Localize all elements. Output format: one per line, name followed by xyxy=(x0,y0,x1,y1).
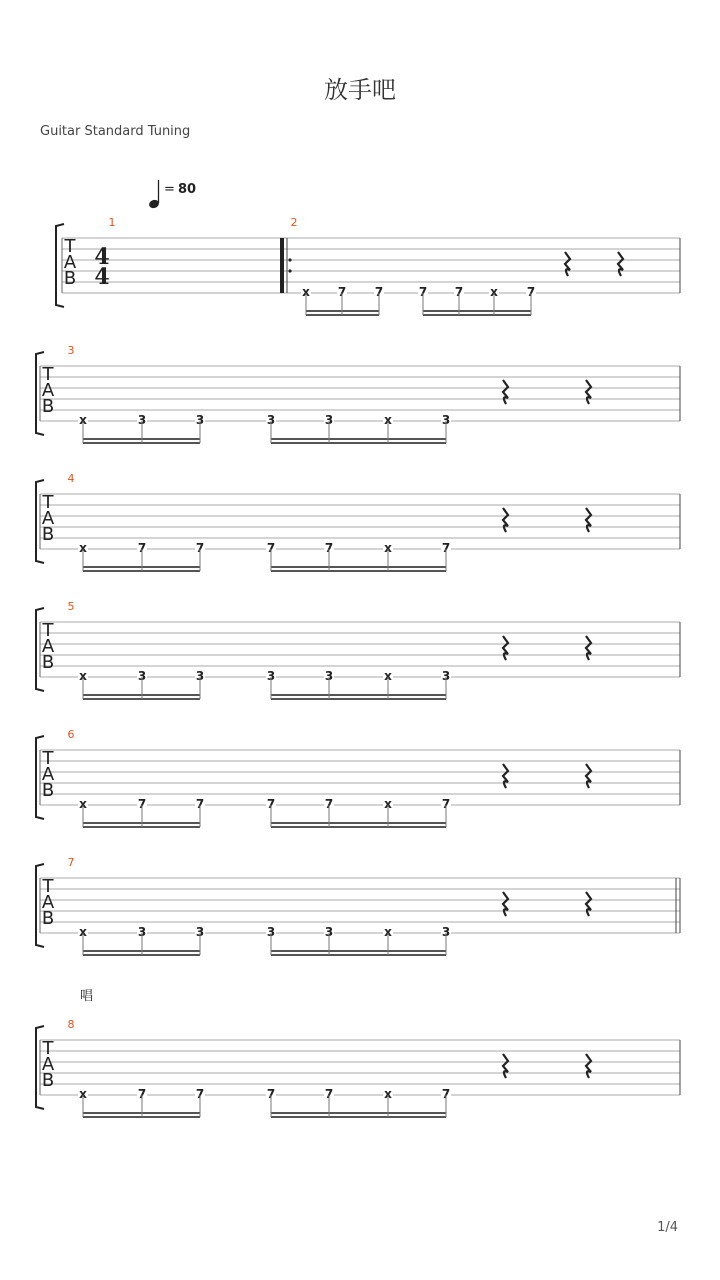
quarter-rest-icon xyxy=(503,764,508,788)
fret-number: x xyxy=(302,285,310,299)
fret-number: 7 xyxy=(137,1087,147,1101)
quarter-rest-icon xyxy=(565,252,570,276)
fret-number: 7 xyxy=(137,541,147,555)
fret-number: x xyxy=(79,413,87,427)
fret-number: 7 xyxy=(324,797,334,811)
tab-label-letter: T xyxy=(42,364,54,385)
section-text: 唱 xyxy=(80,989,94,1004)
fret-number: 7 xyxy=(266,797,276,811)
quarter-rest-icon xyxy=(503,636,508,660)
fret-number: x xyxy=(384,925,392,939)
quarter-rest-icon xyxy=(586,764,591,788)
fret-number: 7 xyxy=(195,1087,205,1101)
measure-number: 8 xyxy=(67,1018,75,1031)
tab-label-letter: T xyxy=(42,492,54,513)
fret-number: 7 xyxy=(441,797,451,811)
time-signature-top: 4 xyxy=(94,244,110,270)
system-bracket xyxy=(56,224,64,307)
fret-number: 3 xyxy=(195,925,205,939)
fret-number: 3 xyxy=(266,413,276,427)
fret-number: 3 xyxy=(441,669,451,683)
fret-number: x xyxy=(490,285,498,299)
repeat-dot xyxy=(288,258,291,261)
fret-number: 3 xyxy=(324,669,334,683)
fret-number: 7 xyxy=(418,285,428,299)
tab-label-letter: B xyxy=(41,524,55,545)
fret-number: 7 xyxy=(441,541,451,555)
fret-number: x xyxy=(79,541,87,555)
fret-number: x xyxy=(384,541,392,555)
tab-label-letter: B xyxy=(41,908,55,929)
fret-number: 7 xyxy=(324,541,334,555)
quarter-rest-icon xyxy=(586,508,591,532)
song-title: 放手吧 xyxy=(324,76,396,104)
fret-number: x xyxy=(79,669,87,683)
quarter-rest-icon xyxy=(586,892,591,916)
tab-label-letter: T xyxy=(42,748,54,769)
quarter-rest-icon xyxy=(503,892,508,916)
tab-label-letter: A xyxy=(41,1054,55,1075)
repeat-dot xyxy=(288,269,291,272)
fret-number: x xyxy=(79,1087,87,1101)
tempo-equals: = xyxy=(164,182,175,197)
fret-number: 3 xyxy=(266,669,276,683)
quarter-rest-icon xyxy=(586,636,591,660)
repeat-barline-thick xyxy=(280,238,284,293)
fret-number: 7 xyxy=(266,1087,276,1101)
measure-number: 1 xyxy=(108,216,116,229)
tab-label-letter: T xyxy=(42,620,54,641)
tab-label-letter: T xyxy=(42,1038,54,1059)
tab-label-letter: B xyxy=(41,1070,55,1091)
measure-number: 6 xyxy=(67,728,75,741)
fret-number: x xyxy=(79,925,87,939)
fret-number: x xyxy=(384,797,392,811)
fret-number: 7 xyxy=(137,797,147,811)
tab-label-letter: A xyxy=(41,892,55,913)
tab-label-letter: T xyxy=(64,236,76,257)
fret-number: 7 xyxy=(526,285,536,299)
tab-label-letter: B xyxy=(63,268,77,289)
fret-number: 7 xyxy=(324,1087,334,1101)
fret-number: x xyxy=(384,669,392,683)
fret-number: 3 xyxy=(195,413,205,427)
measure-number: 4 xyxy=(67,472,75,485)
measure-number: 2 xyxy=(290,216,298,229)
tab-label-letter: T xyxy=(42,876,54,897)
tab-label-letter: A xyxy=(41,636,55,657)
measure-number: 7 xyxy=(67,856,75,869)
fret-number: 7 xyxy=(195,797,205,811)
tab-label-letter: B xyxy=(41,652,55,673)
quarter-rest-icon xyxy=(618,252,623,276)
page-number: 1/4 xyxy=(657,1220,678,1235)
fret-number: 3 xyxy=(266,925,276,939)
fret-number: 3 xyxy=(324,413,334,427)
fret-number: 7 xyxy=(337,285,347,299)
fret-number: 3 xyxy=(137,925,147,939)
quarter-rest-icon xyxy=(586,380,591,404)
fret-number: 7 xyxy=(374,285,384,299)
quarter-rest-icon xyxy=(503,1054,508,1078)
fret-number: 3 xyxy=(441,925,451,939)
quarter-rest-icon xyxy=(503,508,508,532)
fret-number: 7 xyxy=(195,541,205,555)
time-signature-bottom: 4 xyxy=(94,264,110,290)
fret-number: 3 xyxy=(324,925,334,939)
fret-number: 3 xyxy=(195,669,205,683)
fret-number: 3 xyxy=(441,413,451,427)
fret-number: x xyxy=(384,1087,392,1101)
tuning-label: Guitar Standard Tuning xyxy=(40,124,191,139)
fret-number: 7 xyxy=(266,541,276,555)
tab-label-letter: A xyxy=(63,252,77,273)
tempo-bpm: 80 xyxy=(178,182,197,197)
tab-label-letter: A xyxy=(41,380,55,401)
tab-label-letter: A xyxy=(41,764,55,785)
tab-label-letter: A xyxy=(41,508,55,529)
fret-number: x xyxy=(79,797,87,811)
quarter-rest-icon xyxy=(503,380,508,404)
tab-label-letter: B xyxy=(41,780,55,801)
quarter-rest-icon xyxy=(586,1054,591,1078)
fret-number: 7 xyxy=(454,285,464,299)
fret-number: 3 xyxy=(137,669,147,683)
measure-number: 5 xyxy=(67,600,75,613)
fret-number: 3 xyxy=(137,413,147,427)
fret-number: x xyxy=(384,413,392,427)
fret-number: 7 xyxy=(441,1087,451,1101)
measure-number: 3 xyxy=(67,344,75,357)
tab-label-letter: B xyxy=(41,396,55,417)
